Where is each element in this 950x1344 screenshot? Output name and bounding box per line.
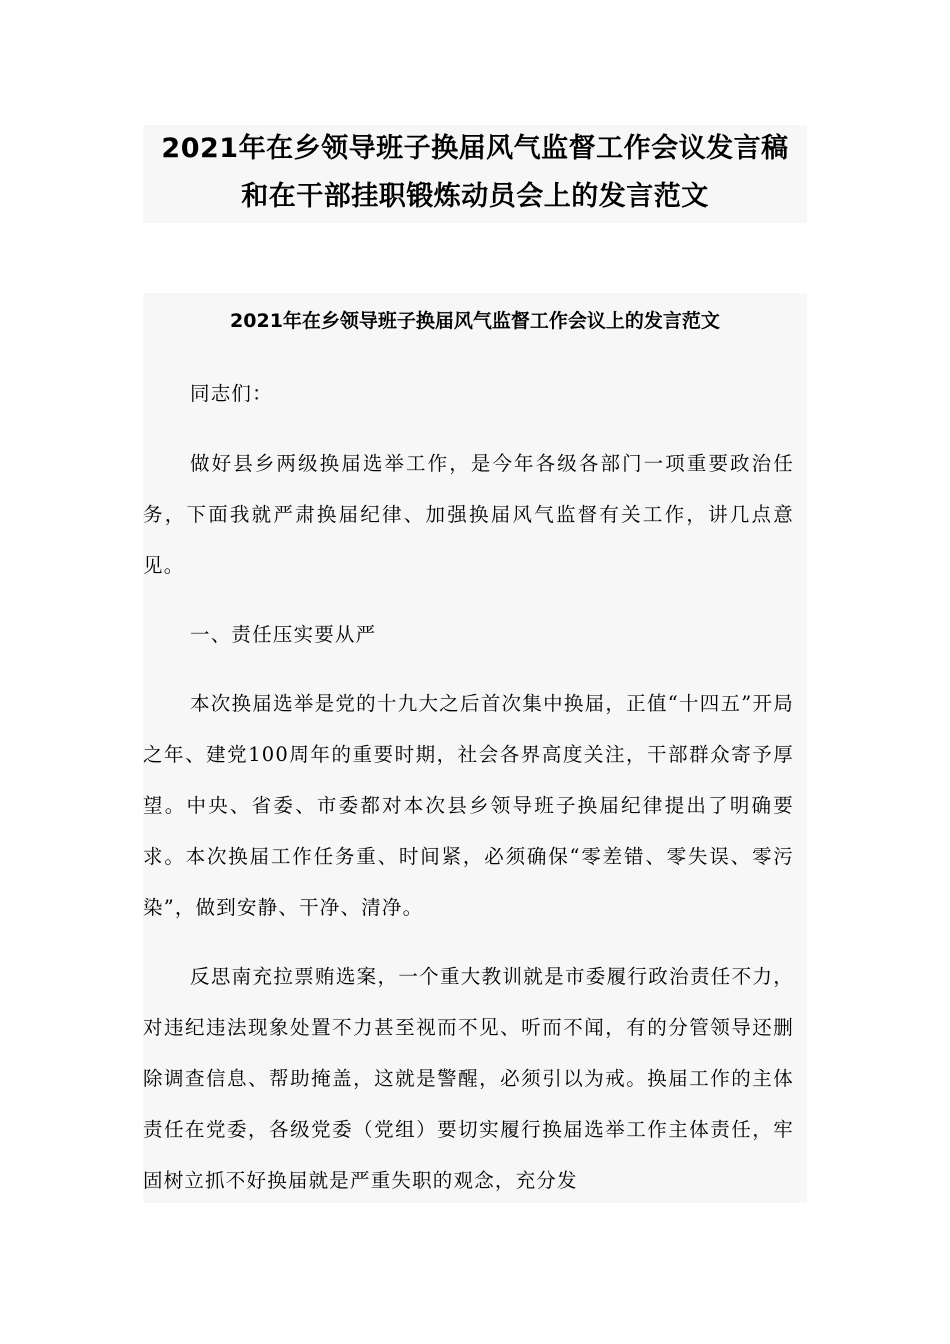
body-paragraph-3: 反思南充拉票贿选案，一个重大教训就是市委履行政治责任不力，对违纪违法现象处置不力甚至视而不见、听而不闻，有的分管领导还删除调查信息、帮助掩盖，这就是警醒，必须引以为戒。换届工作的主体责任在党委，各级党委（党组）要切实履行换届选举工作主体责任，牢固树立抓不好换届就是严重失职的观念，充分发 <box>143 965 794 1192</box>
section-title: 2021年在乡领导班子换届风气监督工作会议上的发言范文 <box>230 310 720 332</box>
document-title <box>143 125 807 223</box>
document-title-line-1: 2021年在乡领导班子换届风气监督工作会议发言稿 <box>161 133 789 164</box>
section-heading-1: 一、责任压实要从严 <box>190 623 377 646</box>
body-paragraph-2: 本次换届选举是党的十九大之后首次集中换届，正值“十四五”开局之年、建党100周年的重要时期，社会各界高度关注，干部群众寄予厚望。中央、省委、市委都对本次县乡领导班子换届纪律提出了明确要求。本次换届工作任务重、时间紧，必须确保“零差错、零失误、零污染”，做到安静、干净、清净。 <box>143 692 794 919</box>
document-body <box>143 293 807 1203</box>
intro-paragraph: 做好县乡两级换届选举工作，是今年各级各部门一项重要政治任务，下面我就严肃换届纪律、加强换届风气监督有关工作，讲几点意见。 <box>143 452 794 577</box>
greeting-paragraph: 同志们： <box>190 382 273 405</box>
document-title-line-2: 和在干部挂职锻炼动员会上的发言范文 <box>241 181 709 212</box>
